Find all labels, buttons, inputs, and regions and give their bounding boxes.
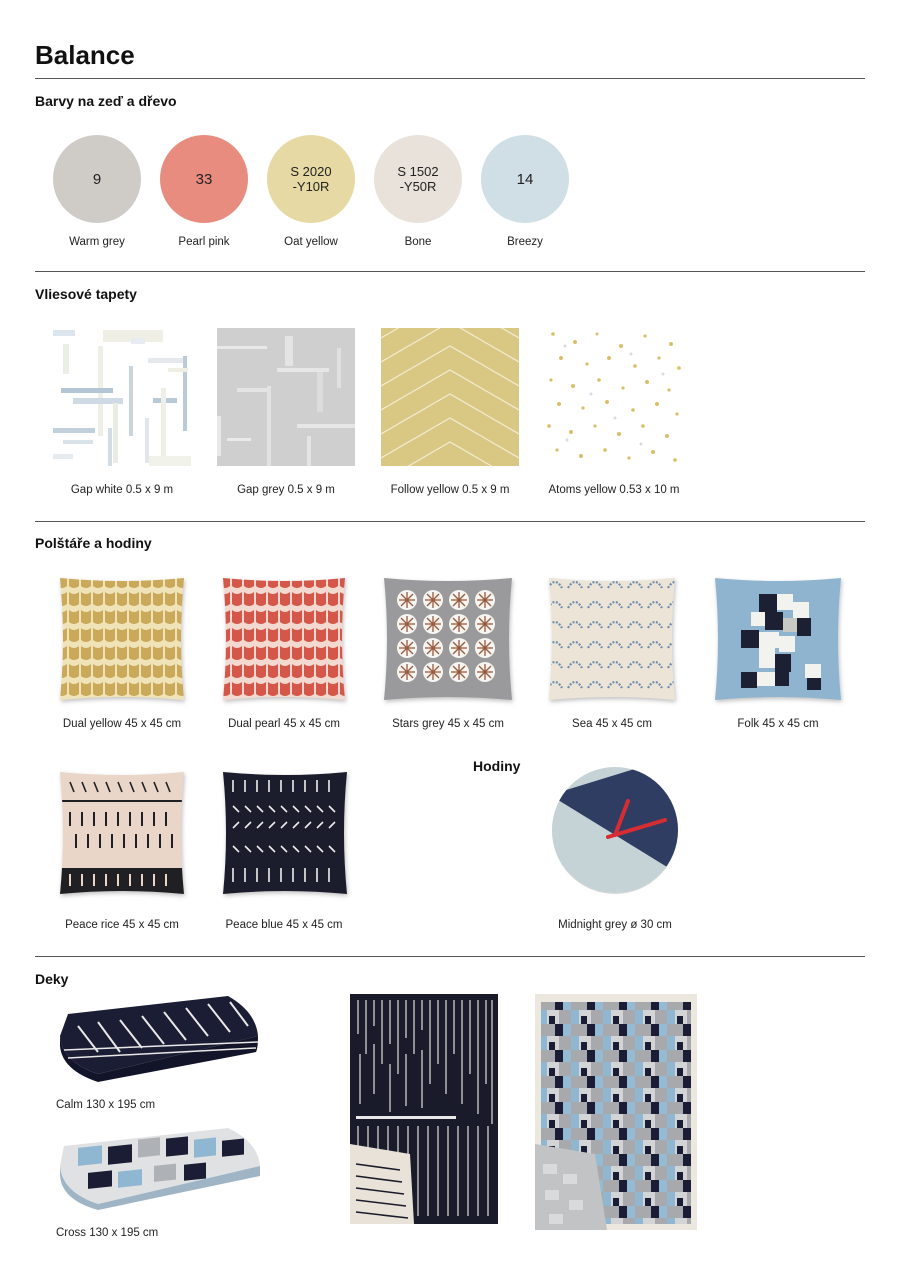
swatch-label: Breezy: [507, 236, 543, 248]
blankets-heading: Deky: [35, 971, 69, 987]
blanket-label: Cross 130 x 195 cm: [56, 1227, 159, 1239]
blanket-label: Calm 130 x 195 cm: [56, 1099, 156, 1111]
cushion-label: Peace rice 45 x 45 cm: [65, 919, 179, 931]
blanket-cross-flat-image: [535, 994, 697, 1230]
swatch-label: Bone: [404, 236, 432, 248]
cushion-label: Peace blue 45 x 45 cm: [225, 919, 343, 931]
swatch-label: Oat yellow: [284, 236, 338, 248]
blanket-calm-folded-image: [58, 992, 260, 1082]
page-title: Balance: [35, 40, 135, 70]
cushion-sea-image: [545, 574, 679, 704]
cushions-heading: Polštáře a hodiny: [35, 535, 152, 551]
blanket-cross-folded-image: [58, 1120, 262, 1210]
cushion-label: Dual yellow 45 x 45 cm: [62, 718, 182, 730]
swatch-oat-yellow: S 2020 -Y10R: [267, 135, 355, 223]
cushion-peace-rice-image: [56, 768, 188, 898]
wallpaper-follow-yellow-image: [381, 328, 519, 466]
blanket-calm-flat-image: [350, 994, 498, 1224]
swatch-breezy: 14: [481, 135, 569, 223]
cushion-stars-grey-image: [380, 574, 516, 704]
cushion-dual-yellow-image: [56, 574, 188, 704]
divider: [35, 271, 865, 272]
cushion-label: Sea 45 x 45 cm: [572, 718, 652, 730]
wallpaper-label: Gap white 0.5 x 9 m: [70, 484, 174, 496]
cushion-folk-image: [711, 574, 845, 704]
wallpaper-gap-grey-image: [217, 328, 355, 466]
wallpaper-atoms-yellow-image: [545, 328, 683, 466]
divider: [35, 956, 865, 957]
wallpaper-label: Follow yellow 0.5 x 9 m: [390, 484, 510, 496]
divider: [35, 78, 865, 79]
divider: [35, 521, 865, 522]
clock-label: Midnight grey ø 30 cm: [558, 919, 672, 931]
swatch-label: Pearl pink: [178, 236, 230, 248]
paints-heading: Barvy na zeď a dřevo: [35, 93, 177, 109]
swatch-bone: S 1502 -Y50R: [374, 135, 462, 223]
swatch-pearl-pink: 33: [160, 135, 248, 223]
wallpaper-label: Gap grey 0.5 x 9 m: [237, 484, 335, 496]
wallpapers-heading: Vliesové tapety: [35, 286, 137, 302]
cushion-label: Dual pearl 45 x 45 cm: [228, 718, 340, 730]
cushion-dual-pearl-image: [219, 574, 349, 704]
cushion-label: Stars grey 45 x 45 cm: [392, 718, 504, 730]
swatch-label: Warm grey: [69, 236, 125, 248]
cushion-peace-blue-image: [219, 768, 351, 898]
wallpaper-gap-white-image: [53, 328, 191, 466]
cushion-label: Folk 45 x 45 cm: [737, 718, 819, 730]
clock-midnight-grey-image: [550, 765, 680, 895]
wallpaper-label: Atoms yellow 0.53 x 10 m: [548, 484, 680, 496]
clock-heading: Hodiny: [473, 758, 521, 774]
swatch-warm-grey: 9: [53, 135, 141, 223]
